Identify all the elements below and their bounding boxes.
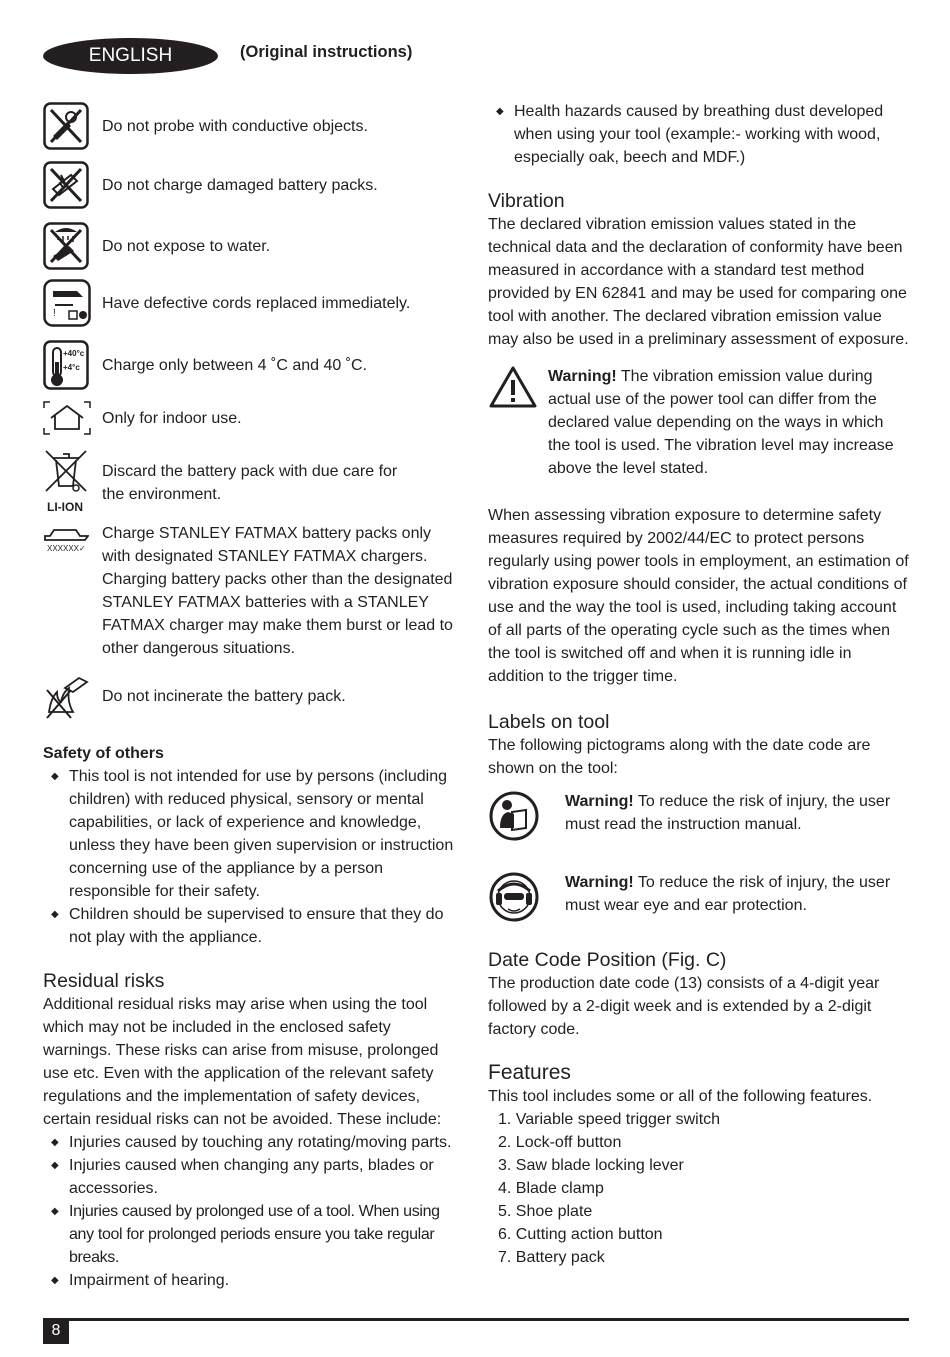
date-code-text: The production date code (13) consists of a 4-digit year followed by a 2-digit week and is extended by a 2-digit factory code. xyxy=(488,975,880,1038)
crossed-bin-icon xyxy=(43,448,93,518)
svg-text:+4°c: +4°c xyxy=(63,363,80,372)
no-incinerate-icon xyxy=(43,672,93,720)
health-hazard-list xyxy=(488,100,910,169)
warning-body: To reduce the risk of injury, the user must wear eye and ear protection. xyxy=(565,874,891,914)
list-item: 1. Variable speed trigger switch xyxy=(498,1111,721,1128)
symbol-text: Only for indoor use. xyxy=(102,409,242,427)
warning-body: The vibration emission value during actual use of the power tool can differ from the declared value depending on the ways in which the tool is used. The vibration level may increase above the level stated. xyxy=(548,368,894,477)
warning-label: Warning! xyxy=(565,793,634,810)
features-section xyxy=(488,1061,910,1269)
manual-warning xyxy=(488,790,910,849)
list-item: 2. Lock-off button xyxy=(498,1134,622,1151)
warning-body: To reduce the risk of injury, the user must read the instruction manual. xyxy=(565,793,891,833)
list-item: 4. Blade clamp xyxy=(498,1180,604,1197)
li-ion-label: LI-ION xyxy=(47,500,83,514)
battery-code-label: XXXXXX✓ xyxy=(47,544,86,553)
features-intro: This tool includes some or all of the following features. xyxy=(488,1088,873,1105)
vibration-paragraph: The declared vibration emission values stated in the technical data and the declaration of conformity have been measured in accordance with a standard test method provided by EN 62841 and may be used for comparing one tool with another. The declared vibration emission value may also be used in a preliminary assessment of exposure. xyxy=(488,216,909,348)
page-number: 8 xyxy=(43,1318,69,1344)
symbol-row xyxy=(43,220,455,272)
safety-others-heading: Safety of others xyxy=(43,745,164,762)
features-list xyxy=(488,1108,910,1269)
battery-pack-icon xyxy=(43,522,93,554)
symbol-row xyxy=(43,396,455,440)
list-item: ◆ Children should be supervised to ensure that they do not play with the appliance. xyxy=(43,903,455,949)
vibration-section xyxy=(488,189,910,688)
symbol-row xyxy=(43,522,455,660)
symbol-row xyxy=(43,668,455,724)
labels-intro: The following pictograms along with the date code are shown on the tool: xyxy=(488,737,871,777)
list-item: ◆ Health hazards caused by breathing dust developed when using your tool (example:- working with wood, especially oak, beech and MDF.) xyxy=(488,100,910,169)
symbol-text: Charge only between 4 ˚C and 40 ˚C. xyxy=(102,356,368,374)
read-manual-icon xyxy=(488,790,565,849)
vibration-warning-text xyxy=(548,365,910,480)
residual-intro: Additional residual risks may arise when using the tool which may not be included in the enclosed safety warnings. These risks can arise from misuse, prolonged use etc. Even with the application of the relevant safety regulations and the implementation of safety devices, certain residual risks can not be avoided. These include: xyxy=(43,996,442,1128)
symbol-text: Do not incinerate the battery pack. xyxy=(102,687,346,705)
eye-ear-protection-icon xyxy=(488,871,565,930)
safety-others-list xyxy=(43,765,455,949)
symbol-text: Discard the battery pack with due care for the environment. xyxy=(102,463,398,503)
vibration-warning xyxy=(488,365,910,480)
original-instructions-label: (Original instructions) xyxy=(240,43,413,61)
list-item: ◆ Injuries caused by prolonged use of a tool. When using any tool for prolonged periods ensure you take regular breaks. xyxy=(43,1200,455,1269)
footer-rule xyxy=(69,1318,909,1321)
manual-warning-text xyxy=(565,790,910,849)
list-item: ◆ Impairment of hearing. xyxy=(43,1269,455,1292)
language-badge xyxy=(43,38,218,74)
list-item: 3. Saw blade locking lever xyxy=(498,1157,684,1174)
language-label: ENGLISH xyxy=(88,45,173,66)
protection-warning xyxy=(488,871,910,930)
warning-triangle-icon xyxy=(488,365,548,480)
labels-section xyxy=(488,710,910,930)
symbol-text: Have defective cords replaced immediately. xyxy=(102,294,411,312)
indoor-use-icon xyxy=(43,400,93,436)
defective-cord-icon xyxy=(43,279,93,327)
safety-others-section xyxy=(43,742,455,949)
residual-risks-heading: Residual risks xyxy=(43,970,165,992)
symbol-text: Charge STANLEY FATMAX battery packs only with designated STANLEY FATMAX chargers. Charging battery packs other than the designated STANLEY FATMAX batteries with a STANLEY FATMAX charger may make them burst or lead to other dangerous situations. xyxy=(102,525,453,657)
symbol-row xyxy=(43,448,455,518)
date-code-heading: Date Code Position (Fig. C) xyxy=(488,949,727,971)
symbol-row xyxy=(43,154,455,216)
no-damaged-battery-icon xyxy=(43,161,93,209)
list-item: ◆ This tool is not intended for use by persons (including children) with reduced physical, sensory or mental capabilities, or lack of experience and knowledge, unless they have been given supervision or instruction concerning use of the appliance by a person responsible for their safety. xyxy=(43,765,455,903)
vibration-heading: Vibration xyxy=(488,190,565,212)
list-item: 6. Cutting action button xyxy=(498,1226,663,1243)
symbol-row xyxy=(43,336,455,394)
no-water-icon xyxy=(43,222,93,270)
thermometer-icon xyxy=(43,340,93,390)
svg-text:!: ! xyxy=(53,308,56,319)
svg-text:+40°c: +40°c xyxy=(63,349,85,358)
right-column xyxy=(488,100,910,1269)
list-item: ◆ Injuries caused by touching any rotating/moving parts. xyxy=(43,1131,455,1154)
list-item: ◆ Injuries caused when changing any parts, blades or accessories. xyxy=(43,1154,455,1200)
symbol-text: Do not charge damaged battery packs. xyxy=(102,176,378,194)
residual-list xyxy=(43,1131,455,1292)
vibration-assessment-paragraph: When assessing vibration exposure to determine safety measures required by 2002/44/EC to protect persons regularly using power tools in employment, an estimation of vibration exposure should consider, the actual conditions of use and the way the tool is used, including taking account of all parts of the operating cycle such as the times when the tool is switched off and when it is running idle in addition to the trigger time. xyxy=(488,507,909,685)
no-probe-conductive-icon xyxy=(43,102,93,150)
warning-label: Warning! xyxy=(565,874,634,891)
symbol-row xyxy=(43,276,455,330)
symbol-row xyxy=(43,100,455,152)
features-heading: Features xyxy=(488,1061,571,1084)
warning-label: Warning! xyxy=(548,368,617,385)
residual-risks-section xyxy=(43,969,455,1292)
date-code-section xyxy=(488,948,910,1041)
list-item: 7. Battery pack xyxy=(498,1249,605,1266)
labels-heading: Labels on tool xyxy=(488,711,610,733)
symbol-text: Do not expose to water. xyxy=(102,237,271,255)
list-item: 5. Shoe plate xyxy=(498,1203,593,1220)
protection-warning-text xyxy=(565,871,910,930)
left-column xyxy=(43,100,455,1292)
symbol-text: Do not probe with conductive objects. xyxy=(102,117,368,135)
